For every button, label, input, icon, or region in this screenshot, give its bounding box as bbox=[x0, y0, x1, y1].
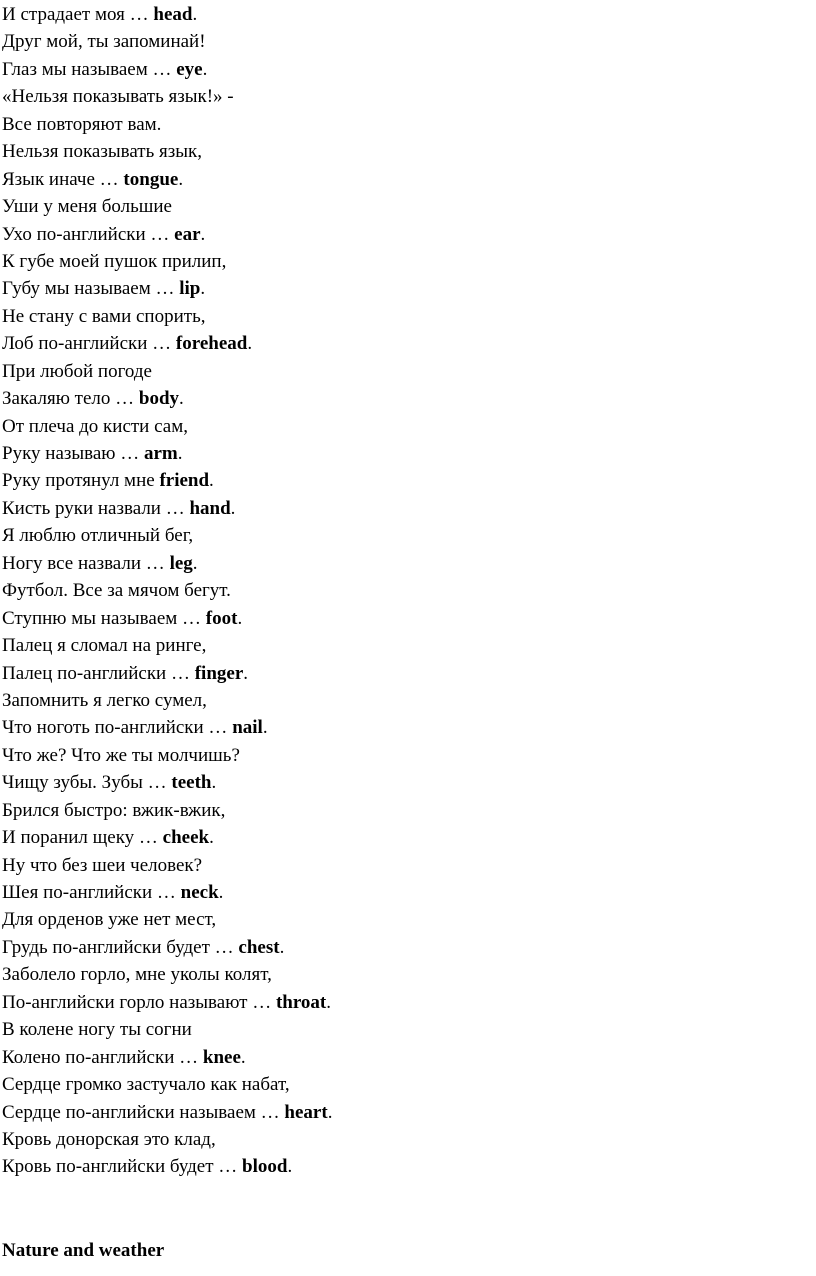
english-word: finger bbox=[194, 662, 244, 684]
line-text: Запомнить я легко сумел, bbox=[2, 689, 207, 711]
english-word: throat bbox=[275, 991, 327, 1013]
line-text: Для орденов уже нет мест, bbox=[2, 909, 217, 931]
poem-line bbox=[2, 56, 812, 83]
line-text: Колено по-английски … bbox=[2, 1046, 203, 1068]
poem-line bbox=[2, 413, 812, 440]
line-punctuation: . bbox=[240, 1046, 246, 1068]
line-text: Уши у меня большие bbox=[2, 196, 172, 218]
line-punctuation: . bbox=[211, 772, 217, 794]
poem-line bbox=[2, 989, 812, 1016]
poem-line bbox=[2, 28, 812, 55]
line-punctuation: . bbox=[209, 827, 214, 849]
line-punctuation: . bbox=[192, 552, 198, 574]
line-text: Что же? Что же ты молчишь? bbox=[2, 744, 240, 766]
line-punctuation: . bbox=[179, 388, 184, 410]
line-text: Кровь по-английски будет … bbox=[2, 1156, 243, 1178]
line-text: Не стану с вами спорить, bbox=[2, 305, 206, 327]
poem-line bbox=[2, 1, 812, 28]
poem-line bbox=[2, 111, 812, 138]
poem-line bbox=[2, 852, 812, 879]
line-text: Нельзя показывать язык, bbox=[2, 141, 202, 163]
english-word: knee bbox=[202, 1046, 241, 1068]
line-text: Друг мой, ты запоминай! bbox=[2, 31, 206, 53]
line-punctuation: . bbox=[326, 991, 332, 1013]
poem-line bbox=[2, 550, 812, 577]
line-punctuation: . bbox=[177, 443, 183, 464]
english-word: tongue bbox=[123, 168, 179, 190]
poem-line bbox=[2, 1016, 812, 1043]
line-text: Палец я сломал на ринге, bbox=[2, 635, 207, 657]
poem-line bbox=[2, 824, 812, 851]
line-punctuation: . bbox=[247, 333, 253, 355]
english-word: cheek bbox=[162, 827, 210, 849]
blank-space bbox=[2, 1181, 812, 1237]
line-punctuation: . bbox=[237, 607, 243, 629]
poem-line bbox=[2, 275, 812, 302]
english-word: lip bbox=[179, 278, 201, 300]
english-word: forehead bbox=[175, 333, 248, 355]
line-text: Ну что без шеи человек? bbox=[2, 854, 203, 876]
line-text: Кисть руки назвали … bbox=[2, 497, 190, 519]
line-punctuation: . bbox=[178, 168, 184, 190]
line-text: «Нельзя показывать язык!» - bbox=[2, 86, 234, 108]
line-text: Сердце громко застучало как набат, bbox=[2, 1074, 290, 1096]
line-punctuation: . bbox=[262, 717, 268, 739]
line-punctuation: . bbox=[243, 662, 249, 684]
line-text: Заболело горло, мне уколы колят, bbox=[2, 964, 272, 986]
poem-line bbox=[2, 660, 812, 687]
line-text: Язык иначе … bbox=[2, 168, 124, 190]
english-word: head bbox=[153, 4, 193, 25]
poem-line bbox=[2, 358, 812, 385]
line-text: Грудь по-английски будет … bbox=[2, 936, 239, 958]
poem-line bbox=[2, 440, 812, 467]
poem-line bbox=[2, 1153, 812, 1180]
line-punctuation: . bbox=[209, 470, 214, 492]
poem-line bbox=[2, 522, 812, 549]
english-word: ear bbox=[174, 223, 201, 245]
english-word: nail bbox=[232, 717, 263, 739]
line-text: И поранил щеку … bbox=[2, 827, 163, 849]
poem-line bbox=[2, 467, 812, 494]
english-word: body bbox=[138, 388, 180, 410]
line-text: Глаз мы называем … bbox=[2, 58, 177, 80]
poem-line bbox=[2, 495, 812, 522]
line-punctuation: . bbox=[200, 278, 206, 300]
poem-line bbox=[2, 248, 812, 275]
poem-line bbox=[2, 1044, 812, 1071]
english-word: arm bbox=[144, 443, 178, 464]
poem-line bbox=[2, 605, 812, 632]
poem-line bbox=[2, 769, 812, 796]
poem-line bbox=[2, 221, 812, 248]
line-text: По-английски горло называют … bbox=[2, 991, 276, 1013]
english-word: foot bbox=[205, 607, 238, 629]
poem-line bbox=[2, 1071, 812, 1098]
line-punctuation: . bbox=[202, 58, 208, 80]
line-punctuation: . bbox=[200, 223, 206, 245]
english-word: eye bbox=[176, 58, 203, 80]
line-punctuation: . bbox=[192, 4, 198, 25]
line-text: К губе моей пушок прилип, bbox=[2, 250, 227, 272]
document-page bbox=[2, 0, 812, 1264]
english-word: heart bbox=[284, 1101, 328, 1123]
line-text: От плеча до кисти сам, bbox=[2, 415, 188, 437]
english-word: neck bbox=[180, 882, 219, 903]
english-word: friend bbox=[159, 470, 210, 492]
line-text: Ухо по-английски … bbox=[2, 223, 175, 245]
line-text: Все повторяют вам. bbox=[2, 113, 162, 135]
line-text: Шея по-английски … bbox=[2, 882, 181, 903]
line-text: Губу мы называем … bbox=[2, 278, 180, 300]
line-punctuation: . bbox=[218, 882, 224, 903]
line-text: В колене ногу ты согни bbox=[2, 1019, 192, 1041]
english-word: hand bbox=[189, 497, 231, 519]
poem-line bbox=[2, 1099, 812, 1126]
poem-line bbox=[2, 1126, 812, 1153]
line-text: Палец по-английски … bbox=[2, 662, 195, 684]
poem-line bbox=[2, 632, 812, 659]
line-text: Ногу все назвали … bbox=[2, 552, 170, 574]
english-word: teeth bbox=[171, 772, 212, 794]
line-text: Что ноготь по-английски … bbox=[2, 717, 233, 739]
poem-line bbox=[2, 193, 812, 220]
poem-line bbox=[2, 687, 812, 714]
line-punctuation: . bbox=[327, 1101, 333, 1123]
poem-line bbox=[2, 797, 812, 824]
poem-line bbox=[2, 166, 812, 193]
line-text: Кровь донорская это клад, bbox=[2, 1128, 216, 1150]
english-word: leg bbox=[169, 552, 193, 574]
line-text: Футбол. Все за мячом бегут. bbox=[2, 580, 231, 602]
english-word: chest bbox=[238, 936, 280, 958]
line-text: Закаляю тело … bbox=[2, 388, 139, 410]
english-word: blood bbox=[242, 1156, 288, 1178]
poem-line bbox=[2, 385, 812, 412]
section-heading: Nature and weather bbox=[2, 1239, 165, 1261]
poem-body-parts bbox=[2, 0, 812, 1181]
line-text: При любой погоде bbox=[2, 360, 152, 382]
line-text: Руку называю … bbox=[2, 443, 144, 464]
poem-line bbox=[2, 742, 812, 769]
line-text: Ступню мы называем … bbox=[2, 607, 206, 629]
line-punctuation: . bbox=[230, 497, 236, 519]
poem-line bbox=[2, 906, 812, 933]
line-text: Я люблю отличный бег, bbox=[2, 525, 194, 547]
line-punctuation: . bbox=[287, 1156, 293, 1178]
poem-line bbox=[2, 934, 812, 961]
line-text: Сердце по-английски называем … bbox=[2, 1101, 285, 1123]
poem-line bbox=[2, 714, 812, 741]
poem-line bbox=[2, 330, 812, 357]
poem-line bbox=[2, 303, 812, 330]
poem-line bbox=[2, 83, 812, 110]
line-punctuation: . bbox=[279, 936, 285, 958]
line-text: Брился быстро: вжик-вжик, bbox=[2, 799, 226, 821]
line-text: Чищу зубы. Зубы … bbox=[2, 772, 172, 794]
poem-line bbox=[2, 879, 812, 906]
line-text: И страдает моя … bbox=[2, 4, 154, 25]
poem-line bbox=[2, 577, 812, 604]
poem-line bbox=[2, 961, 812, 988]
poem-line bbox=[2, 138, 812, 165]
line-text: Лоб по-английски … bbox=[2, 333, 176, 355]
line-text: Руку протянул мне bbox=[2, 470, 160, 492]
